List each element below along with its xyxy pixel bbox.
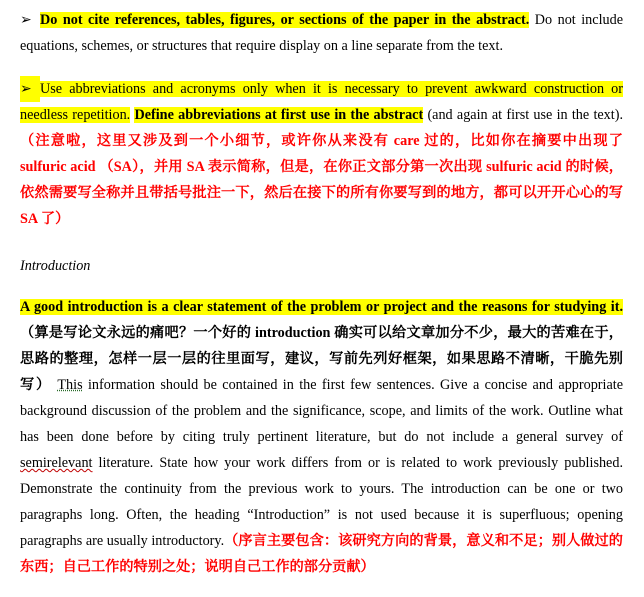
section-heading: Introduction <box>20 258 91 274</box>
highlighted-rule: Use abbreviations and acronyms only when it is necessary to prevent awkward construction or needless repetition. <box>20 81 623 123</box>
arrow-bullet-icon: ➢ <box>20 12 32 28</box>
highlighted-rule: Do not cite references, tables, figures, or sections of the paper in the abstract. <box>40 12 530 28</box>
word-semirelevant: semirelevant <box>20 455 93 471</box>
highlighted-bold-rule: Define abbreviations at first use in the abstract <box>134 107 424 123</box>
intro-text-2: literature. State how your work differs from or is related to work previously published. Demonstrate the continuity from the previous work to yours. The introduction can be one or two paragraphs long. Often, the heading “Introduction” is not used because it is superfluous; opening paragraphs are usually introductory. <box>20 455 623 549</box>
rule-continuation: Do not include equations, schemes, or structures that require display on a line separate from the text. <box>20 12 623 54</box>
highlighted-intro-sentence: A good introduction is a clear statement of the problem or project and the reasons for studying it. <box>20 299 623 315</box>
arrow-bullet-icon: ➢ <box>20 76 40 102</box>
chinese-note: （注意啦，这里又涉及到一个小细节，或许你从来没有 care 过的，比如你在摘要中出现了 sulfuric acid （SA），并用 SA 表示简称，但是，在你正文部分第一次出现 sulfuric acid 的时候，依然需要写全称并且带括号批注一下，然后在接下的所有你要写到的地方，都可以开开心心的写 SA 了） <box>20 133 623 227</box>
word-this: This <box>57 377 83 393</box>
rule-continuation: (and again at first use in the text). <box>423 107 623 123</box>
intro-text-1: information should be contained in the first few sentences. Give a concise and appropriate background discussion of the problem and the significance, scope, and limits of the work. Outline what has been done before by citing truly pertinent literature, but do not include a general survey of <box>20 377 623 445</box>
bullet-abbreviations <box>20 76 623 232</box>
chinese-note-bold: （算是写论文永远的痛吧？一个好的 introduction 确实可以给文章加分不少，最大的苦难在于，思路的整理，怎样一层一层的往里面写，建议，写前先列好框架，如果思路不清晰，干脆先别写） <box>20 325 623 393</box>
bullet-abstract-references <box>20 7 623 59</box>
intro-paragraph <box>20 294 623 580</box>
chinese-note-red: （序言主要包含：该研究方向的背景，意义和不足；别人做过的东西；自己工作的特别之处；说明自己工作的部分贡献） <box>20 533 623 575</box>
